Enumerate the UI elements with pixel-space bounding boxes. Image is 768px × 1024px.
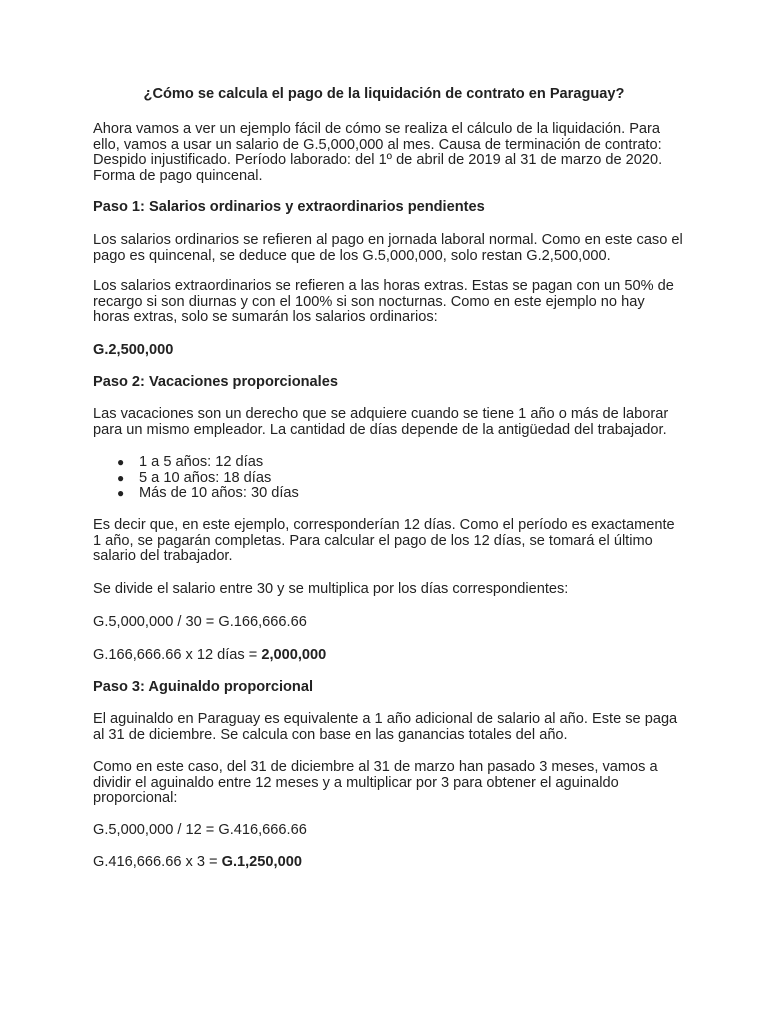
step2-paragraph-vacations: Las vacaciones son un derecho que se adquiere cuando se tiene 1 año o más de laborar para un mismo empleador. La cantidad de días depende de la antigüedad del trabajador. [93,406,669,438]
step3-calculation-1: G.5,000,000 / 12 = G.416,666.66 [93,822,307,838]
bullet-icon: ● [117,455,125,469]
intro-paragraph: Ahora vamos a ver un ejemplo fácil de cómo se realiza el cálculo de la liquidación. Para ello, vamos a usar un salario de G.5,000,000 al mes. Causa de terminación de contrato: Despido injustificado. Período laborado: del 1º de abril de 2019 al 31 de marzo de 2020. Forma de pago quincenal. [93,121,663,184]
step2-calculation-1: G.5,000,000 / 30 = G.166,666.66 [93,614,307,630]
bullet-icon: ● [117,470,125,485]
list-item: ● 5 a 10 años: 18 días [117,469,272,486]
step2-result: 2,000,000 [261,647,327,663]
step1-paragraph-ordinary: Los salarios ordinarios se refieren al pago en jornada laboral normal. Como en este caso el pago es quincenal, se deduce que de los G.5,000,000, solo restan G.2,500,000. [93,232,683,264]
step3-heading: Paso 3: Aguinaldo proporcional [93,679,314,695]
bullet-icon: ● [117,486,125,501]
step1-paragraph-extraordinary: Los salarios extraordinarios se refieren a las horas extras. Estas se pagan con un 50% de recargo si son diurnas y con el 100% si son nocturnas. Como en este ejemplo no hay horas extras, solo se sumarán los salarios ordinarios: [93,278,674,326]
list-item: ● Más de 10 años: 30 días [117,485,299,502]
step2-paragraph-example: Es decir que, en este ejemplo, corresponderían 12 días. Como el período es exactamente 1 año, se pagarán completas. Para calcular el pago de los 12 días, se tomará el último salario del trabajador. [93,517,675,565]
step3-calculation-2: G.416,666.66 x 3 = G.1,250,000 [93,854,302,870]
step3-paragraph-proportional: Como en este caso, del 31 de diciembre al 31 de marzo han pasado 3 meses, vamos a dividir el aguinaldo entre 12 meses y a multiplicar por 3 para obtener el aguinaldo proporcional: [93,759,658,807]
step1-heading: Paso 1: Salarios ordinarios y extraordinarios pendientes [93,199,485,215]
step2-paragraph-method: Se divide el salario entre 30 y se multiplica por los días correspondientes: [93,581,569,597]
list-item: ● 1 a 5 años: 12 días [117,454,264,470]
document-title: ¿Cómo se calcula el pago de la liquidación de contrato en Paraguay? [143,86,625,102]
step3-result: G.1,250,000 [221,854,302,870]
step1-total: G.2,500,000 [93,342,174,358]
step2-heading: Paso 2: Vacaciones proporcionales [93,374,338,390]
step3-paragraph-aguinaldo: El aguinaldo en Paraguay es equivalente a 1 año adicional de salario al año. Este se paga al 31 de diciembre. Se calcula con base en las ganancias totales del año. [93,711,678,743]
step2-calculation-2: G.166,666.66 x 12 días = 2,000,000 [93,647,327,663]
vacation-days-list [93,455,299,502]
